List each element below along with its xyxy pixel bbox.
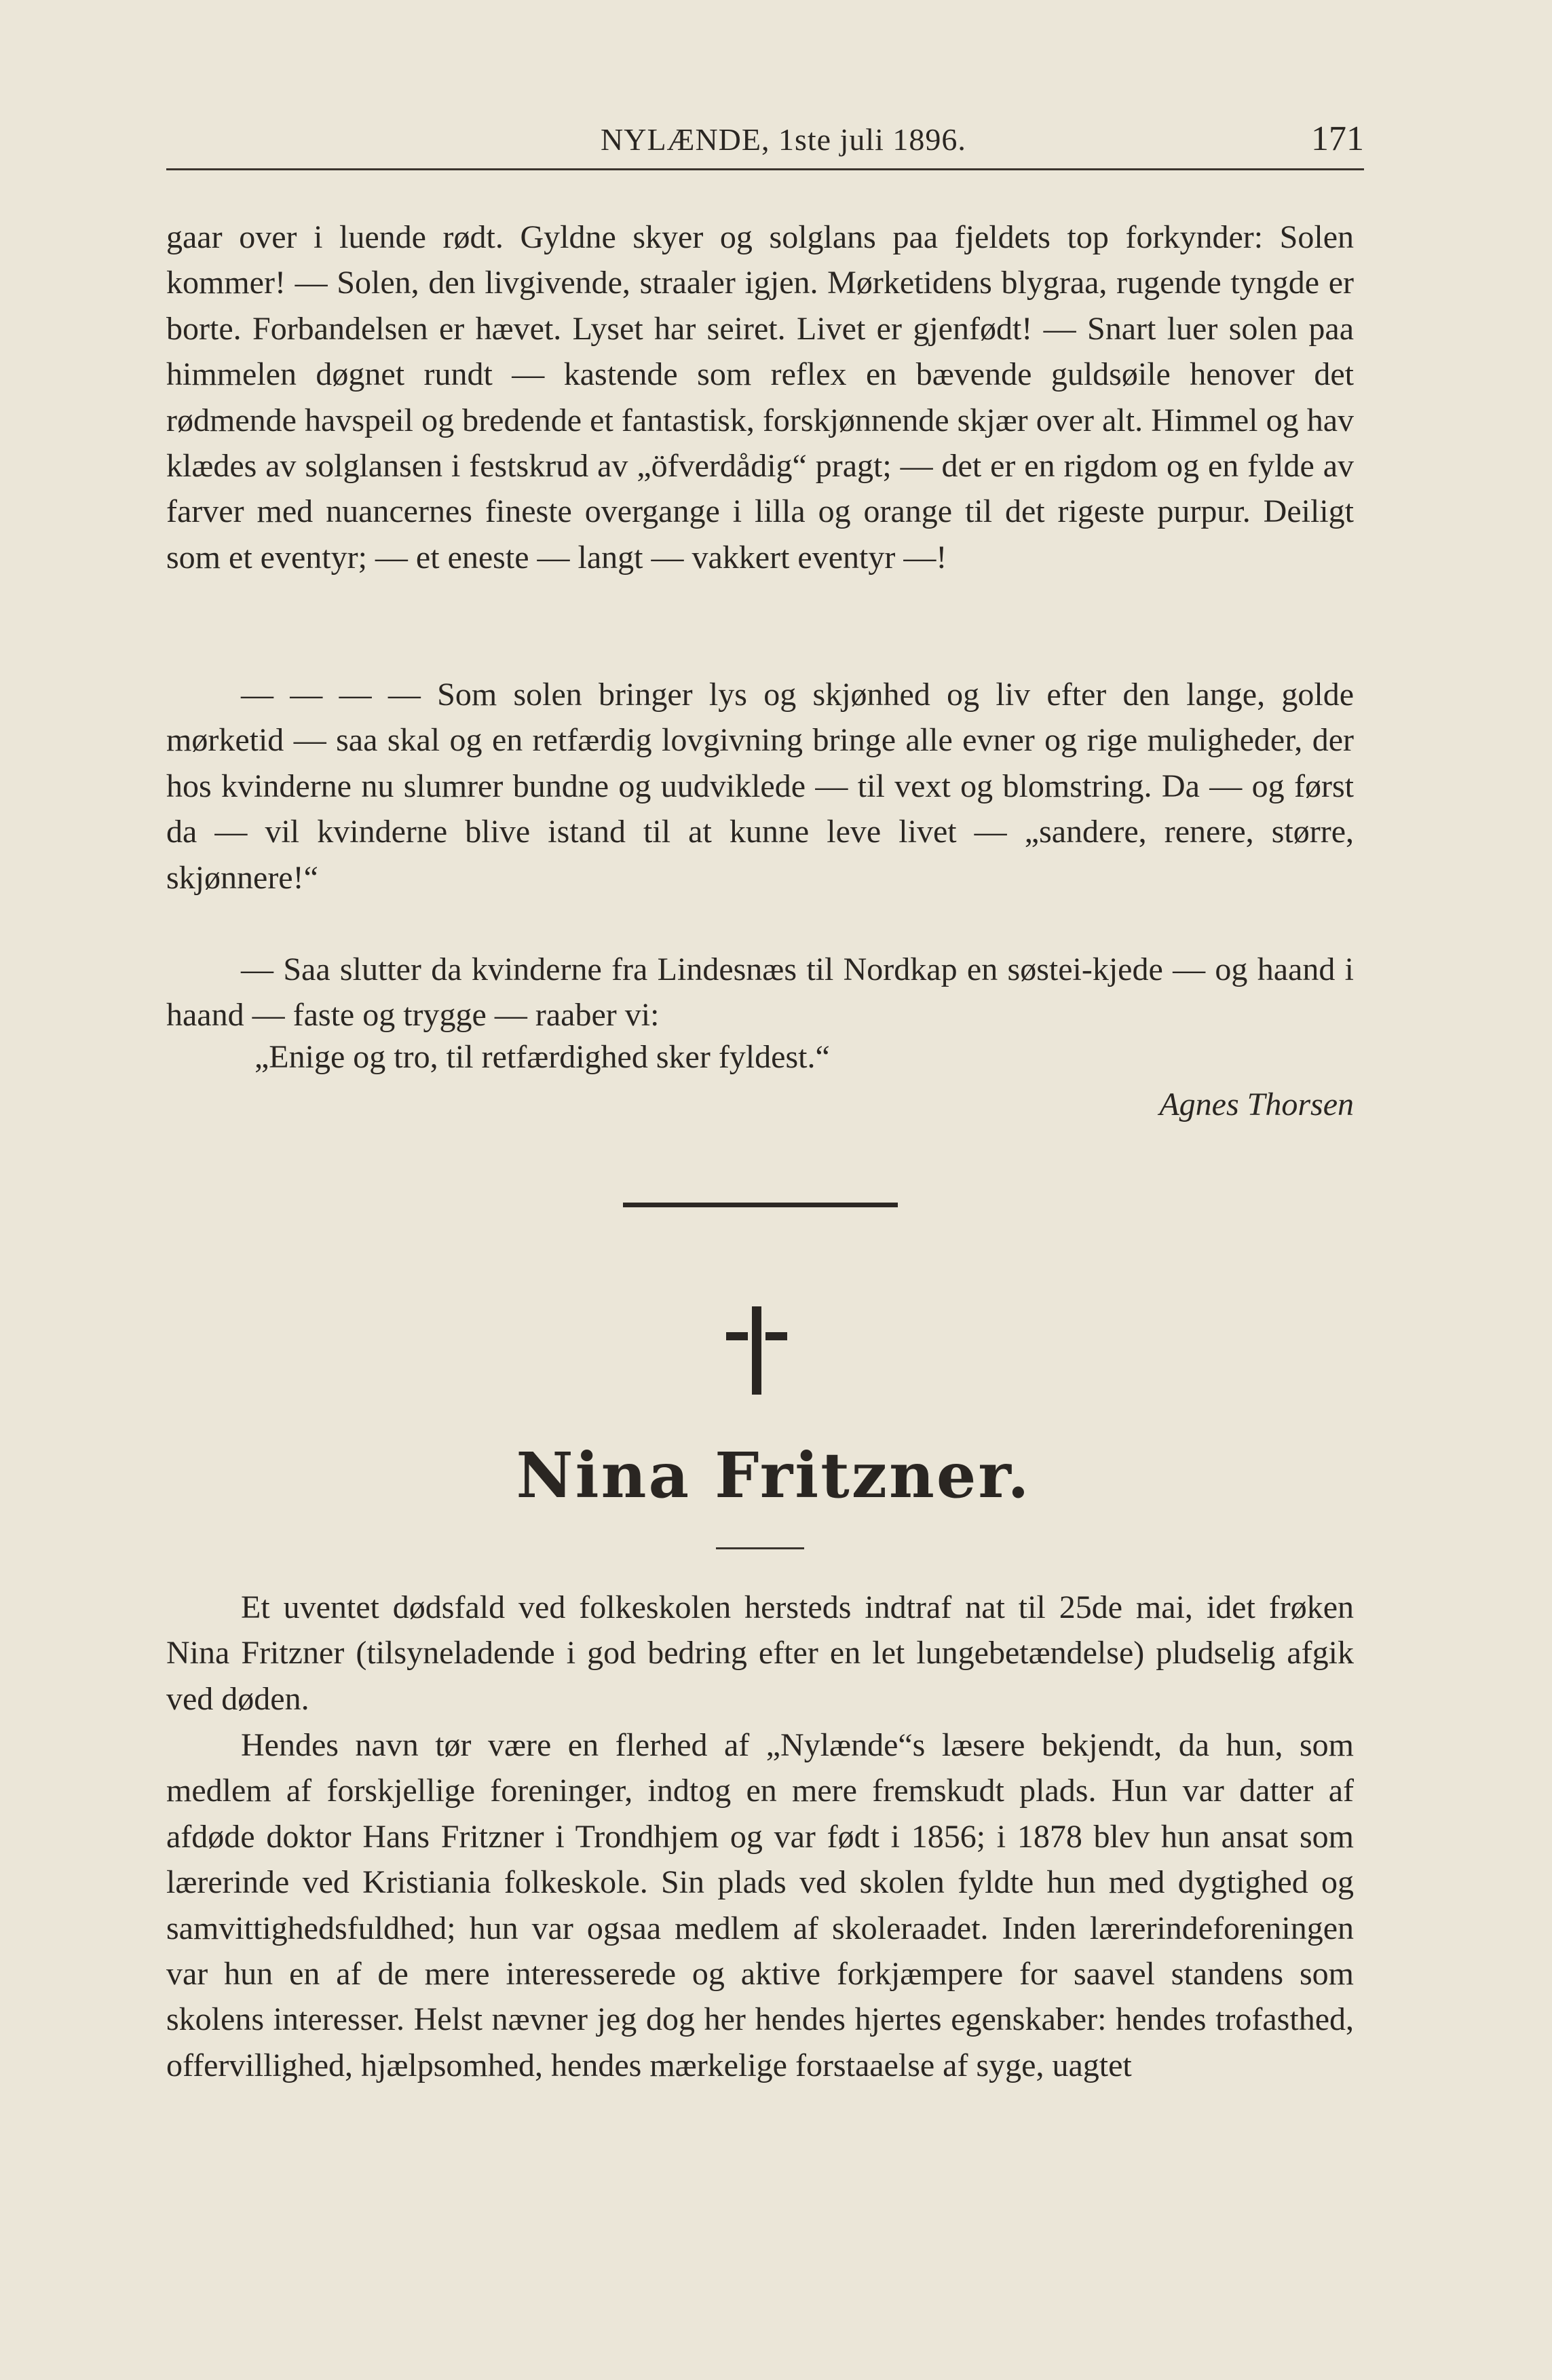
page-number: 171: [1311, 119, 1364, 158]
article-paragraph-2-text: — — — — Som solen bringer lys og skjønhed og liv efter den lange, golde mørketid — saa skal og en retfærdig lovgivning bringe alle evner og rige muligheder, der hos kvinderne nu slumrer bundne og uudviklede — til vext og blomstring. Da — og først da — vil kvinderne blive istand til at kunne leve livet — „sandere, renere, større, skjønnere!“: [166, 677, 1354, 896]
author-signature: Agnes Thorsen: [1159, 1087, 1354, 1122]
obituary-paragraph-2: [166, 1722, 1354, 2088]
article-paragraph-1-text: gaar over i luende rødt. Gyldne skyer og solglans paa fjeldets top forkynder: Solen kommer! — Solen, den livgivende, straaler igjen. Mørketidens blygraa, rugende tyngde er borte. Forbandelsen er hævet. Lyset har seiret. Livet er gjenfødt! — Snart luer solen paa himmelen døgnet rundt — kastende som reflex en bævende guldsøile henover det rødmende havspeil og bredende et fantastisk, forskjønnende skjær over alt. Himmel og hav klædes av solglansen i festskrud av „öfverdådig“ pragt; — det er en rigdom og en fylde av farver med nuancernes fineste overgange i lilla og orange til det rigeste purpur. Deiligt som et eventyr; — et eneste — langt — vakkert eventyr —!: [166, 219, 1354, 575]
running-head-title: NYLÆNDE, 1ste juli 1896.: [601, 122, 966, 157]
article-paragraph-3: [166, 947, 1354, 1038]
article-paragraph-2: [166, 672, 1354, 901]
obituary-paragraph-1-text: Et uventet dødsfald ved folkeskolen hersteds indtraf nat til 25de mai, idet frøken Nina Fritzner (tilsyneladende i god bedring efter en let lungebetændelse) pludselig afgik ved døden.: [166, 1589, 1354, 1717]
verse-quote: „Enige og tro, til retfærdighed sker fyldest.“: [254, 1039, 830, 1075]
obituary-paragraph-2-text: Hendes navn tør være en flerhed af „Nylænde“s læsere bekjendt, da hun, som medlem af forskjellige foreninger, indtog en mere fremskudt plads. Hun var datter af afdøde doktor Hans Fritzner i Trondhjem og var født i 1856; i 1878 blev hun ansat som lærerinde ved Kristiania folkeskole. Sin plads ved skolen fyldte hun med dygtighed og samvittighedsfuldhed; hun var ogsaa medlem af skoleraadet. Inden lærerindeforeningen var hun en af de mere interesserede og aktive forkjæmpere for saavel standens som skolens interesser. Helst nævner jeg dog her hendes hjertes egenskaber: hendes trofasthed, offervillighed, hjælpsomhed, hendes mærkelige forstaaelse af syge, uagtet: [166, 1727, 1354, 2083]
article-paragraph-1: [166, 214, 1354, 580]
cross-icon: [726, 1306, 787, 1395]
running-head: [166, 112, 1364, 166]
section-separator: [623, 1203, 898, 1207]
article-paragraph-3-text: — Saa slutter da kvinderne fra Lindesnæs til Nordkap en søstei-kjede — og haand i haand — faste og trygge — raaber vi:: [166, 951, 1354, 1034]
obituary-paragraph-1: [166, 1585, 1354, 1722]
obituary-title: Nina Fritzner.: [516, 1439, 1031, 1512]
title-rule: [716, 1547, 804, 1549]
header-rule: [166, 168, 1364, 170]
